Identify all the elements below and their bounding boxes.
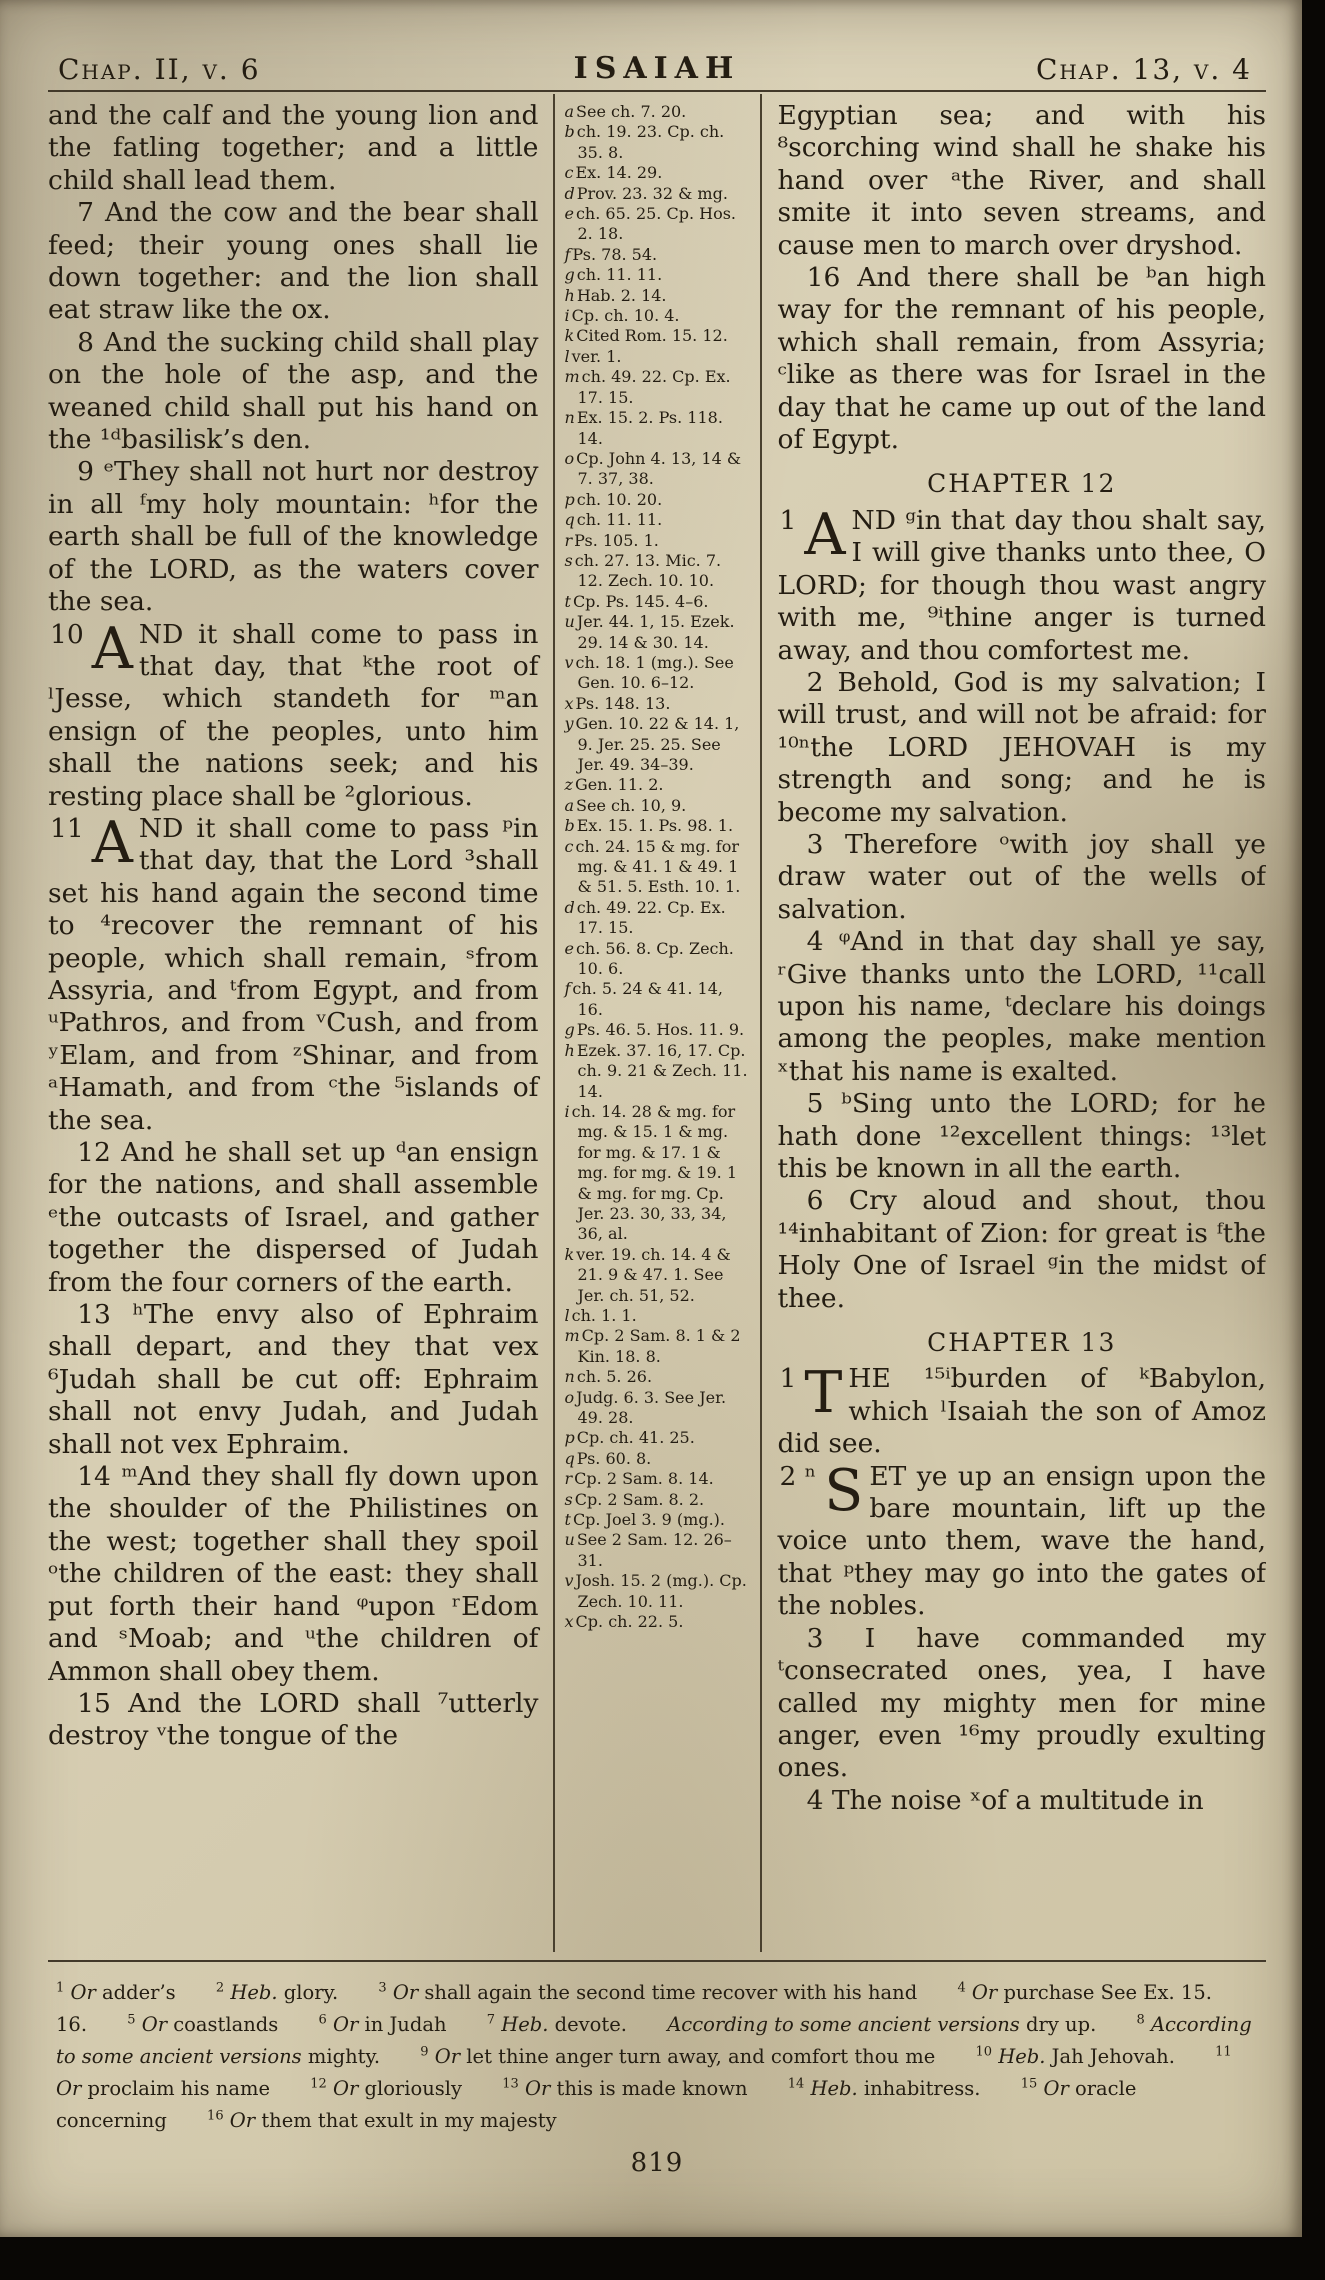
- cross-reference: [565, 1490, 752, 1510]
- cross-reference: [565, 265, 752, 285]
- verse-paragraph: [778, 1327, 1267, 1359]
- cross-reference: [565, 204, 752, 245]
- reference-marker: g: [564, 1020, 575, 1040]
- cross-reference: [565, 306, 752, 326]
- cross-reference: [565, 1367, 752, 1387]
- verse-text: Egyptian sea; and with his ⁸scorching wind shall he shake his hand over ᵃthe River, and shall smite it into seven streams, and cause men to march over dryshod.: [777, 100, 1266, 261]
- verse-text: 7 And the cow and the bear shall feed; their young ones shall lie down together: and the lion shall eat straw like the ox.: [48, 197, 539, 326]
- footnote: [667, 2013, 1096, 2036]
- reference-text: ch. 65. 25. Cp. Hos. 2. 18.: [575, 204, 737, 244]
- cross-reference: [565, 510, 752, 530]
- footnote-number: 7: [486, 2012, 495, 2027]
- footnote-italic-label: Or: [971, 1980, 998, 2004]
- reference-text: Judg. 6. 3. See Jer. 49. 28.: [576, 1387, 727, 1427]
- footnote-number: 14: [787, 2076, 805, 2091]
- cross-reference: [565, 531, 752, 551]
- reference-text: Ex. 15. 2. Ps. 118. 14.: [576, 408, 723, 448]
- cross-reference: [565, 714, 752, 775]
- cross-references-column: [553, 94, 762, 1952]
- reference-text: Hab. 2. 14.: [576, 285, 667, 305]
- verse-paragraph: [48, 100, 539, 197]
- footnote: [420, 2045, 935, 2068]
- cross-reference: [565, 816, 752, 836]
- reference-text: Cp. Joel 3. 9 (mg.).: [572, 1510, 725, 1530]
- verse-text: 4 The noise ˣof a multitude in: [806, 1784, 1204, 1816]
- verse-paragraph: [777, 501, 1267, 667]
- reference-text: Ps. 60. 8.: [576, 1448, 652, 1468]
- reference-marker: b: [564, 122, 575, 142]
- verse-text: ND it shall come to pass in that day, that ᵏthe root of ˡJesse, which standeth for ᵐan ensign of the peoples, unto him shall the nations seek; and his resting place shall be ²glorious.: [48, 618, 539, 812]
- footnote-number: 3: [378, 1980, 387, 1995]
- reference-marker: z: [564, 775, 573, 795]
- reference-text: ver. 1.: [571, 346, 622, 366]
- footnote-italic-label: Or: [56, 2076, 82, 2100]
- verse-text: 12 And he shall set up ᵈan ensign for the nations, and shall assemble ᵉthe outcasts of Israel, and gather together the dispersed of Judah from the four corners of the earth.: [48, 1137, 539, 1298]
- footnote-italic-label: Or: [332, 2012, 359, 2036]
- footnote-italic-label: According to some ancient versions: [56, 2012, 1252, 2068]
- cross-reference: [565, 1510, 752, 1530]
- verse-paragraph: [48, 327, 539, 457]
- reference-marker: h: [564, 1040, 575, 1060]
- scan-edge-right: [1302, 0, 1325, 2280]
- reference-text: Cp. John 4. 13, 14 & 7. 37, 38.: [576, 448, 742, 489]
- reference-marker: y: [564, 714, 574, 734]
- reference-text: Ps. 46. 5. Hos. 11. 9.: [576, 1020, 745, 1040]
- verse-paragraph: [778, 926, 1267, 1088]
- verse-text: ND ᵍin that day thou shalt say, I will give thanks unto thee, O LORD; for though thou wast angry with me, ⁹ⁱthine anger is turned away, and thou comfortest me.: [777, 504, 1266, 666]
- reference-marker: l: [564, 1305, 570, 1325]
- footnote: [487, 2013, 627, 2036]
- cross-reference: [565, 1530, 752, 1571]
- footnote-text: glory.: [283, 1980, 339, 2004]
- reference-marker: s: [564, 550, 573, 570]
- cross-reference: [565, 551, 752, 592]
- verse-text: ND it shall come to pass ᵖin that day, that the Lord ³shall set his hand again the second time to ⁴recover the remnant of his people, which shall remain, ˢfrom Assyria, and ᵗfrom Egypt, and from ᵘPathros, and from ᵛCush, and from ʸElam, and from ᶻShinar, and from ᵃHamath, and from ᶜthe ⁵islands of the sea.: [48, 812, 539, 1136]
- drop-cap: S: [824, 1457, 864, 1524]
- footnote: [56, 1981, 176, 2004]
- footnote-number: 5: [127, 2012, 136, 2027]
- cross-reference: [565, 694, 752, 714]
- verse-paragraph: [48, 1299, 539, 1461]
- cross-reference: [565, 1041, 752, 1102]
- reference-text: Jer. 44. 1, 15. Ezek. 29. 14 & 30. 14.: [576, 612, 735, 652]
- footnote-italic-label: Or: [141, 2012, 168, 2036]
- verse-paragraph: [778, 468, 1267, 500]
- cross-reference: [565, 286, 752, 306]
- reference-marker: m: [564, 1326, 580, 1346]
- page-number: 819: [630, 2148, 684, 2178]
- reference-text: Ex. 15. 1. Ps. 98. 1.: [576, 816, 734, 836]
- reference-text: See ch. 10, 9.: [576, 795, 687, 815]
- reference-text: Josh. 15. 2 (mg.). Cp. Zech. 10. 11.: [575, 1571, 747, 1611]
- cross-reference: [565, 326, 752, 346]
- reference-text: See 2 Sam. 12. 26–31.: [576, 1530, 732, 1570]
- cross-reference: [565, 653, 752, 694]
- page-header: [48, 30, 1266, 92]
- reference-text: ch. 18. 1 (mg.). See Gen. 10. 6–12.: [575, 652, 734, 693]
- verse-text: 13 ʰThe envy also of Ephraim shall depart, and they that vex ⁶Judah shall be cut off: Ephraim shall not envy Judah, and Judah shall not vex Ephraim.: [48, 1299, 539, 1460]
- verse-paragraph: [48, 615, 539, 813]
- verse-paragraph: [778, 262, 1267, 456]
- footnote-italic-label: Heb.: [998, 2044, 1046, 2068]
- reference-text: ch. 24. 15 & mg. for mg. & 41. 1 & 49. 1 & 51. 5. Esth. 10. 1.: [575, 836, 741, 897]
- footnote: [318, 2013, 446, 2036]
- footnote-number: 16: [207, 2108, 224, 2123]
- footnote-italic-label: Or: [434, 2044, 461, 2068]
- footnote-text: devote.: [554, 2012, 627, 2036]
- reference-marker: f: [564, 244, 571, 264]
- cross-reference: [565, 1306, 752, 1326]
- verse-paragraph: [48, 1688, 539, 1753]
- reference-marker: h: [564, 285, 575, 305]
- verse-paragraph: [777, 1457, 1267, 1623]
- book-title: ISAIAH: [553, 51, 762, 92]
- reference-text: ch. 27. 13. Mic. 7. 12. Zech. 10. 10.: [574, 550, 722, 591]
- footnote-number: 6: [318, 2012, 327, 2027]
- footnote-number: 10: [975, 2044, 993, 2059]
- cross-reference: [565, 979, 752, 1020]
- reference-marker: u: [564, 612, 575, 632]
- footnote-text: them that exult in my majesty: [261, 2108, 557, 2132]
- drop-cap: T: [804, 1360, 843, 1427]
- reference-text: Cp. ch. 22. 5.: [575, 1612, 684, 1632]
- footnote-number: 4: [957, 1980, 966, 1995]
- reference-marker: q: [564, 510, 575, 530]
- reference-marker: b: [564, 816, 575, 836]
- verse-paragraph: [777, 1360, 1267, 1460]
- verse-text: 4 ᵠAnd in that day shall ye say, ʳGive thanks unto the LORD, ¹¹call upon his name, ᵗdeclare his doings among the peoples, make mention ˣthat his name is exalted.: [777, 926, 1266, 1087]
- footnote-text: oracle concerning: [56, 2076, 1137, 2132]
- reference-marker: c: [564, 163, 574, 183]
- footnote-text: Jah Jehovah.: [1051, 2044, 1175, 2068]
- verse-text: and the calf and the young lion and the fatling together; and a little child shall lead them.: [48, 100, 539, 196]
- verse-number: 1: [779, 504, 797, 536]
- reference-marker: u: [564, 1530, 575, 1550]
- footnote: [502, 2077, 747, 2100]
- verse-text: 9 ᵉThey shall not hurt nor destroy in all ᶠmy holy mountain: ʰfor the earth shall be full of the knowledge of the LORD, as the waters cover the sea.: [48, 456, 539, 618]
- footnote-number: 12: [310, 2076, 327, 2091]
- reference-marker: r: [564, 530, 573, 550]
- reference-text: See ch. 7. 20.: [576, 102, 687, 121]
- reference-text: Ps. 148. 13.: [575, 693, 671, 713]
- footnote-italic-label: Or: [70, 1980, 96, 2004]
- reference-text: ch. 11. 11.: [576, 510, 663, 530]
- reference-marker: d: [564, 897, 575, 917]
- reference-marker: t: [564, 1510, 571, 1530]
- reference-marker: p: [564, 1428, 575, 1448]
- reference-text: Ps. 105. 1.: [574, 530, 659, 550]
- reference-text: Cp. 2 Sam. 8. 14.: [574, 1469, 714, 1489]
- scan-edge-bottom: [0, 2237, 1325, 2280]
- footnote-italic-label: Heb.: [230, 1980, 278, 2004]
- reference-marker: e: [564, 204, 574, 224]
- reference-text: Ex. 14. 29.: [575, 163, 663, 183]
- footnote-text: proclaim his name: [87, 2076, 270, 2100]
- reference-marker: v: [564, 1571, 574, 1591]
- reference-marker: n: [564, 408, 575, 428]
- verse-text: 3 I have commanded my ᵗconsecrated ones, yea, I have called my mighty men for mine anger, even ¹⁶my proudly exulting ones.: [777, 1622, 1266, 1784]
- reference-text: ch. 5. 26.: [576, 1367, 653, 1387]
- reference-marker: k: [564, 1244, 575, 1264]
- reference-text: Cp. 2 Sam. 8. 2.: [574, 1489, 705, 1509]
- drop-cap: A: [804, 501, 846, 568]
- cross-reference: [565, 592, 752, 612]
- reference-text: ch. 56. 8. Cp. Zech. 10. 6.: [575, 938, 734, 979]
- reference-marker: o: [564, 448, 575, 468]
- footnote-text: shall again the second time recover with his hand: [424, 1980, 918, 2004]
- verse-paragraph: [48, 197, 539, 327]
- verse-text: 5 ᵇSing unto the LORD; for he hath done ¹²excellent things: ¹³let this be known in all the earth.: [777, 1088, 1266, 1184]
- verse-text: HE ¹⁵ⁱburden of ᵏBabylon, which ˡIsaiah the son of Amoz did see.: [777, 1363, 1266, 1460]
- footnote: [216, 1981, 338, 2004]
- left-text-column: [48, 94, 553, 1952]
- reference-text: Cp. ch. 41. 25.: [576, 1428, 695, 1448]
- footnote: [975, 2045, 1174, 2068]
- cross-reference: [565, 490, 752, 510]
- cross-reference: [565, 775, 752, 795]
- footnote-number: 1: [56, 1980, 65, 1995]
- verse-paragraph: [778, 829, 1267, 926]
- verse-paragraph: [778, 1623, 1267, 1785]
- verse-paragraph: [778, 1088, 1267, 1185]
- footnote-italic-label: Or: [392, 1980, 419, 2004]
- footnote: [378, 1981, 917, 2004]
- footnote-italic-label: Heb.: [501, 2012, 549, 2036]
- chapter-ref-right: Chap. 13, v. 4: [762, 53, 1267, 92]
- verse-number: 1: [779, 1363, 797, 1395]
- footnote-number: 11: [1215, 2044, 1232, 2059]
- cross-reference: [565, 163, 752, 183]
- reference-text: Prov. 23. 32 & mg.: [576, 183, 728, 203]
- verse-text: 14 ᵐAnd they shall fly down upon the shoulder of the Philistines on the west; together shall they spoil ᵒthe children of the east: they shall put forth their hand ᵠupon ʳEdom and ˢMoab; and ᵘthe children of Ammon shall obey them.: [48, 1461, 539, 1687]
- footnote-number: 2: [215, 1980, 225, 1995]
- reference-text: ch. 49. 22. Cp. Ex. 17. 15.: [576, 897, 726, 938]
- reference-marker: q: [564, 1448, 575, 1468]
- footnote-text: let thine anger turn away, and comfort thou me: [466, 2044, 936, 2068]
- footnote-text: this is made known: [556, 2076, 748, 2100]
- verse-number: 11: [50, 812, 84, 844]
- cross-reference: [565, 939, 752, 980]
- cross-reference: [565, 245, 752, 265]
- verse-text: 8 And the sucking child shall play on the hole of the asp, and the weaned child shall put his hand on the ¹ᵈbasilisk’s den.: [48, 326, 539, 456]
- reference-marker: x: [564, 693, 574, 713]
- cross-reference: [565, 408, 752, 449]
- footnote-number: 15: [1020, 2076, 1038, 2091]
- verse-text: CHAPTER 12: [927, 469, 1117, 499]
- footnote: [127, 2013, 278, 2036]
- reference-marker: o: [564, 1387, 575, 1407]
- reference-marker: t: [564, 591, 571, 611]
- footnote-italic-label: Or: [525, 2076, 551, 2100]
- reference-marker: e: [564, 938, 574, 958]
- reference-text: ch. 5. 24 & 41. 14, 16.: [572, 979, 723, 1019]
- footnote-italic-label: Heb.: [810, 2076, 858, 2100]
- cross-reference: [565, 1245, 752, 1306]
- cross-reference: [565, 347, 752, 367]
- reference-text: Cp. Ps. 145. 4–6.: [572, 591, 709, 611]
- footnote-italic-label: Or: [229, 2108, 256, 2132]
- cross-reference: [565, 1428, 752, 1448]
- reference-marker: c: [564, 836, 574, 856]
- footnote-italic-label: Or: [1043, 2076, 1069, 2100]
- verse-text: CHAPTER 13: [927, 1328, 1117, 1358]
- cross-reference: [565, 1449, 752, 1469]
- footnote-text: coastlands: [173, 2012, 279, 2036]
- verse-paragraph: [48, 1461, 539, 1688]
- cross-reference: [565, 898, 752, 939]
- reference-text: Cp. 2 Sam. 8. 1 & 2 Kin. 18. 8.: [577, 1326, 741, 1366]
- footnote-text: in Judah: [364, 2012, 447, 2036]
- verse-text: 16 And there shall be ᵇan high way for the remnant of his people, which shall remain, from Assyria; ᶜlike as there was for Israel in the day that he came up out of the land of Egypt.: [777, 262, 1266, 456]
- reference-marker: x: [564, 1612, 574, 1632]
- reference-text: Cited Rom. 15. 12.: [576, 326, 728, 346]
- page-body: [48, 94, 1266, 1952]
- footnote-text: dry up.: [1026, 2012, 1097, 2036]
- footnote-text: adder’s: [102, 1980, 176, 2004]
- reference-marker: s: [564, 1489, 573, 1509]
- footnote-italic-label: Or: [332, 2076, 359, 2100]
- footnote-number: 13: [502, 2076, 519, 2091]
- verse-paragraph: [778, 1785, 1267, 1817]
- cross-reference: [565, 1020, 752, 1040]
- reference-text: Gen. 10. 22 & 14. 1, 9. Jer. 25. 25. See Jer. 49. 34–39.: [575, 714, 740, 774]
- reference-text: ver. 19. ch. 14. 4 & 21. 9 & 47. 1. See Jer. ch. 51, 52.: [576, 1244, 731, 1305]
- cross-reference: [565, 122, 752, 163]
- cross-reference: [565, 449, 752, 490]
- verse-number: 10: [50, 618, 84, 650]
- reference-marker: a: [564, 795, 575, 815]
- verse-paragraph: [778, 100, 1267, 262]
- reference-text: ch. 14. 28 & mg. for mg. & 15. 1 & mg. for mg. & 17. 1 & mg. for mg. & 19. 1 & mg. for mg. Cp. Jer. 23. 30, 33, 34, 36, al.: [571, 1101, 737, 1244]
- reference-text: ch. 1. 1.: [571, 1305, 637, 1325]
- reference-text: Ezek. 37. 16, 17. Cp. ch. 9. 21 & Zech. 11. 14.: [576, 1040, 748, 1101]
- reference-text: ch. 10. 20.: [576, 489, 663, 509]
- verse-paragraph: [48, 1137, 539, 1299]
- verse-number: 2 ⁿ: [779, 1460, 817, 1492]
- cross-reference: [565, 1326, 752, 1367]
- verse-paragraph: [778, 667, 1267, 829]
- reference-text: Ps. 78. 54.: [572, 244, 658, 264]
- cross-reference: [565, 1102, 752, 1245]
- reference-marker: l: [564, 346, 570, 366]
- reference-marker: g: [564, 265, 575, 285]
- verse-paragraph: [48, 809, 539, 1137]
- cross-reference: [565, 1388, 752, 1429]
- cross-reference: [565, 837, 752, 898]
- reference-marker: d: [564, 183, 575, 203]
- footnote-number: 9: [420, 2044, 429, 2059]
- verse-text: 2 Behold, God is my salvation; I will trust, and will not be afraid: for ¹⁰ⁿthe LORD JEHOVAH is my strength and song; and he is become my salvation.: [777, 666, 1266, 828]
- chapter-ref-left: Chap. II, v. 6: [48, 53, 553, 92]
- footnote-italic-label: According to some ancient versions: [667, 2012, 1020, 2036]
- verse-text: 3 Therefore ᵒwith joy shall ye draw water out of the wells of salvation.: [777, 828, 1266, 925]
- cross-reference: [565, 1571, 752, 1612]
- footnote: [207, 2109, 557, 2132]
- reference-text: Gen. 11. 2.: [574, 775, 664, 795]
- footnote-text: mighty.: [307, 2044, 381, 2068]
- reference-marker: p: [564, 489, 575, 509]
- footnote-text: inhabitress.: [863, 2076, 981, 2100]
- footnote-number: 8: [1136, 2012, 1145, 2027]
- verse-paragraph: [48, 456, 539, 618]
- drop-cap: A: [91, 809, 133, 876]
- verse-text: 6 Cry aloud and shout, thou ¹⁴inhabitant of Zion: for great is ᶠthe Holy One of Israel ᵍin the midst of thee.: [777, 1185, 1266, 1314]
- reference-marker: a: [564, 102, 575, 121]
- footnote: [788, 2077, 981, 2100]
- footnotes: [48, 1960, 1266, 2134]
- cross-reference: [565, 796, 752, 816]
- reference-text: ch. 11. 11.: [576, 265, 663, 285]
- cross-reference: [565, 612, 752, 653]
- footnote-text: purchase See Ex. 15. 16.: [56, 1980, 1212, 2036]
- cross-reference: [565, 1612, 752, 1632]
- footnote: [310, 2077, 462, 2100]
- verse-text: ET ye up an ensign upon the bare mountain, lift up the voice unto them, wave the hand, that ᵖthey may go into the gates of the nobles.: [777, 1460, 1266, 1622]
- cross-reference: [565, 1469, 752, 1489]
- reference-marker: f: [564, 979, 571, 999]
- drop-cap: A: [91, 615, 133, 682]
- cross-reference: [565, 367, 752, 408]
- reference-marker: i: [564, 1101, 570, 1121]
- reference-text: ch. 49. 22. Cp. Ex. 17. 15.: [577, 367, 731, 407]
- right-text-column: [762, 94, 1267, 1952]
- verse-paragraph: [778, 1185, 1267, 1315]
- reference-marker: r: [564, 1469, 573, 1489]
- reference-marker: v: [564, 652, 574, 672]
- reference-text: ch. 19. 23. Cp. ch. 35. 8.: [576, 122, 725, 162]
- reference-marker: m: [564, 367, 580, 387]
- reference-text: Cp. ch. 10. 4.: [571, 306, 680, 326]
- reference-marker: k: [564, 326, 575, 346]
- reference-marker: i: [564, 306, 570, 326]
- cross-reference: [565, 184, 752, 204]
- cross-reference: [565, 102, 752, 122]
- reference-marker: n: [564, 1367, 575, 1387]
- footnote-text: gloriously: [364, 2076, 463, 2100]
- verse-text: 15 And the LORD shall ⁷utterly destroy ᵛthe tongue of the: [48, 1687, 539, 1752]
